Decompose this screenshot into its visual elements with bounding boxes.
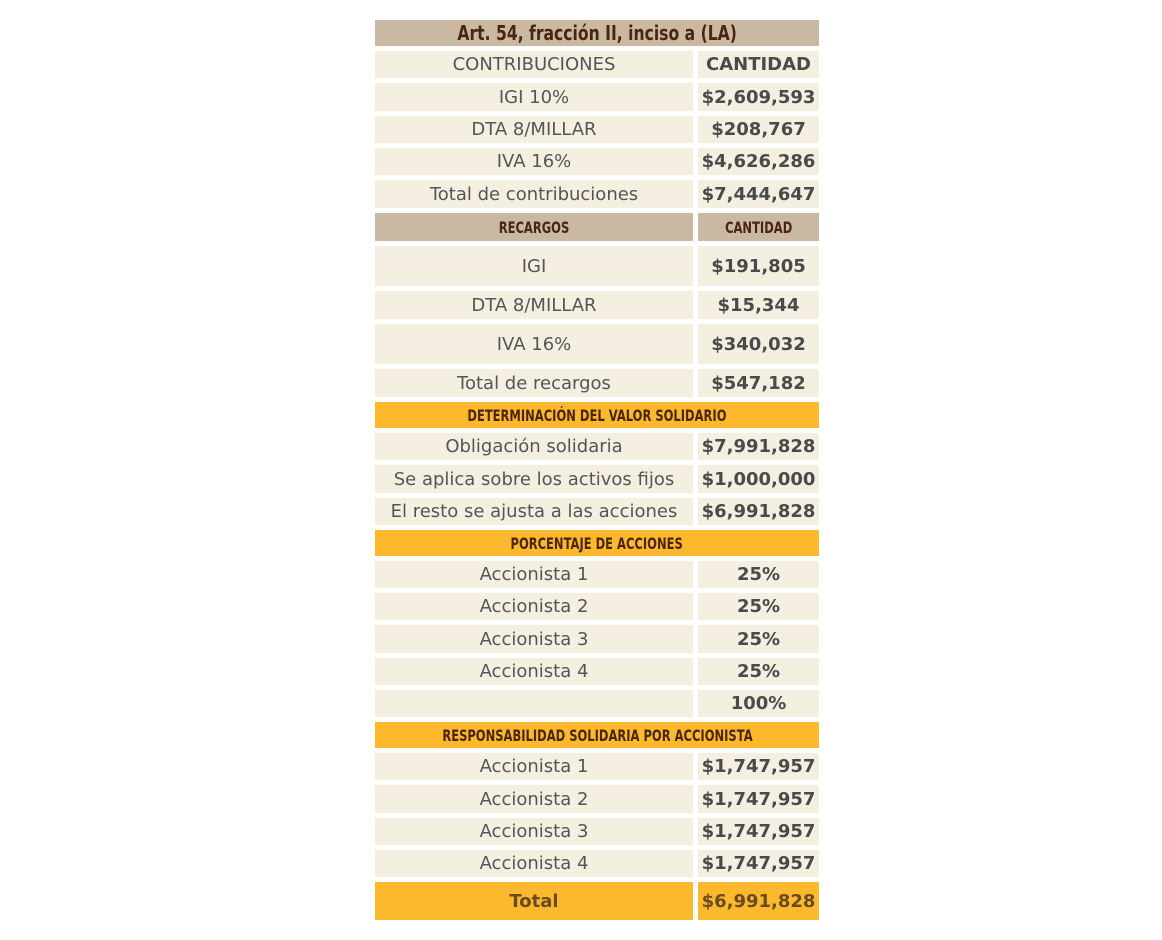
table-row-amount: 25% [698,561,819,588]
table-row-label: IGI [375,246,693,286]
solidarity-table [375,20,819,920]
valor-solidario-header: DETERMINACIÓN DEL VALOR SOLIDARIO [375,402,819,428]
table-row-amount: 25% [698,625,819,653]
recargos-header-amount: CANTIDAD [698,213,819,241]
grand-total-amount: $6,991,828 [698,882,819,920]
table-row-label: Accionista 4 [375,658,693,685]
table-row-label: Obligación solidaria [375,433,693,460]
table-row-amount: $4,626,286 [698,148,819,175]
table-row-label: Accionista 2 [375,785,693,813]
table-row-amount: 25% [698,593,819,620]
recargos-total-label: Total de recargos [375,369,693,397]
table-row-amount: $1,747,957 [698,850,819,877]
table-row-label: Se aplica sobre los activos fijos [375,465,693,493]
table-row-amount: $208,767 [698,116,819,143]
table-row-amount: $1,747,957 [698,753,819,780]
table-row-amount: $15,344 [698,291,819,319]
porcentaje-total-amount: 100% [698,690,819,717]
table-row-amount: $1,000,000 [698,465,819,493]
table-row-label: IVA 16% [375,324,693,364]
table-row-label: Accionista 1 [375,561,693,588]
table-row-label: Accionista 4 [375,850,693,877]
table-row-label: Accionista 3 [375,625,693,653]
table-row-amount: $7,991,828 [698,433,819,460]
table-title: Art. 54, fracción II, inciso a (LA) [375,20,819,46]
contribuciones-header-amount: CANTIDAD [698,51,819,78]
grand-total-label: Total [375,882,693,920]
table-row-amount: $191,805 [698,246,819,286]
table-row-amount: $1,747,957 [698,785,819,813]
table-row-label: Accionista 3 [375,818,693,845]
table-row-amount: $340,032 [698,324,819,364]
recargos-header-label: RECARGOS [375,213,693,241]
table-row-label: DTA 8/MILLAR [375,291,693,319]
table-row-amount: 25% [698,658,819,685]
table-row-label: El resto se ajusta a las acciones [375,498,693,525]
table-row-label: Accionista 2 [375,593,693,620]
table-row-label: Accionista 1 [375,753,693,780]
table-row-amount: $6,991,828 [698,498,819,525]
contribuciones-total-amount: $7,444,647 [698,180,819,208]
table-row-label [375,690,693,717]
contribuciones-header-label: CONTRIBUCIONES [375,51,693,78]
table-row-label: DTA 8/MILLAR [375,116,693,143]
recargos-total-amount: $547,182 [698,369,819,397]
porcentaje-header: PORCENTAJE DE ACCIONES [375,530,819,556]
table-row-label: IGI 10% [375,83,693,111]
responsabilidad-header: RESPONSABILIDAD SOLIDARIA POR ACCIONISTA [375,722,819,748]
table-row-label: IVA 16% [375,148,693,175]
table-row-amount: $1,747,957 [698,818,819,845]
contribuciones-total-label: Total de contribuciones [375,180,693,208]
table-row-amount: $2,609,593 [698,83,819,111]
